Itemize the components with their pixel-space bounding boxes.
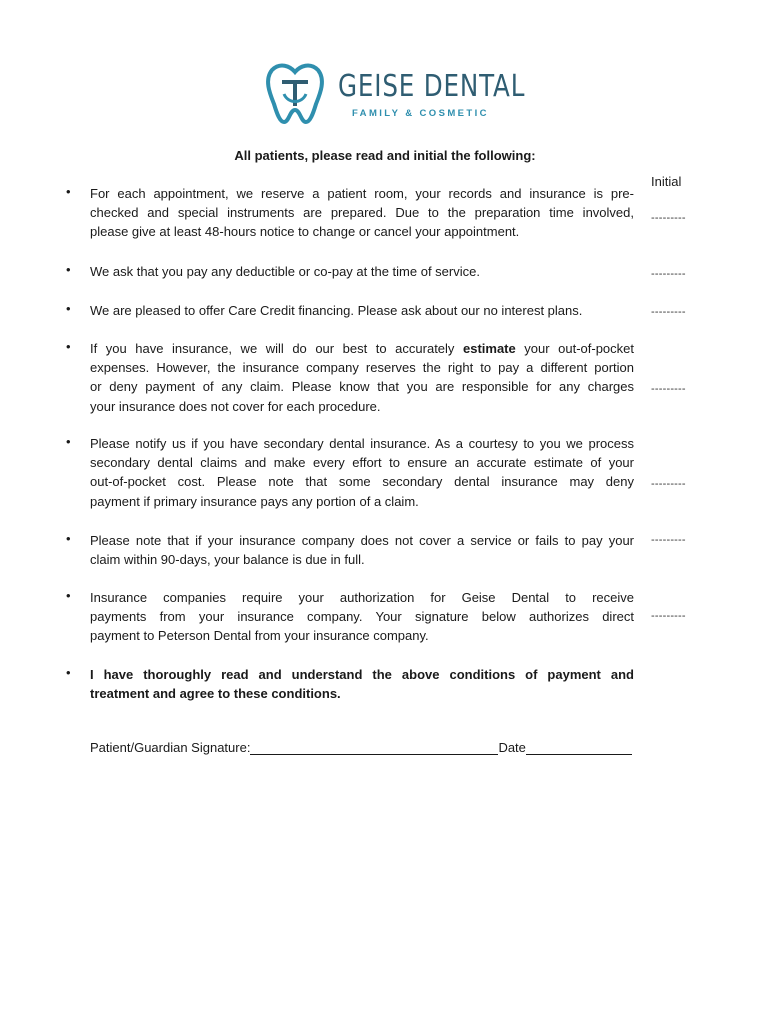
- initial-field[interactable]: ---------: [651, 610, 686, 622]
- brand-tagline: FAMILY & COSMETIC: [352, 108, 489, 119]
- list-item: [90, 588, 634, 646]
- list-item: [90, 339, 634, 416]
- item-line: checked and special instruments are prepared. Due to the preparation time involved,: [90, 205, 634, 221]
- bullet-icon: •: [66, 434, 71, 449]
- item-line: treatment and agree to these conditions.: [90, 686, 341, 702]
- item-line: We ask that you pay any deductible or co-pay at the time of service.: [90, 264, 480, 279]
- item-line: your insurance does not cover for each procedure.: [90, 398, 381, 414]
- item-line: I have thoroughly read and understand the above conditions of payment and: [90, 667, 634, 682]
- bullet-icon: •: [66, 665, 71, 680]
- item-text: If you have insurance, we will do our best to accurately: [90, 341, 463, 356]
- bullet-icon: •: [66, 301, 71, 316]
- item-line: payment to Peterson Dental from your insurance company.: [90, 628, 429, 644]
- bullet-icon: •: [66, 588, 71, 603]
- item-line: Insurance companies require your authorization for Geise Dental to receive: [90, 590, 634, 605]
- signature-field[interactable]: [250, 740, 498, 755]
- item-line: Please note that if your insurance company does not cover a service or fails to pay your: [90, 533, 634, 548]
- item-line: For each appointment, we reserve a patient room, your records and insurance is pre-: [90, 186, 634, 201]
- initial-column-label: Initial: [651, 174, 682, 189]
- bullet-icon: •: [66, 531, 71, 546]
- signature-label: Patient/Guardian Signature:: [90, 740, 251, 755]
- list-item: [90, 301, 634, 320]
- item-line: We are pleased to offer Care Credit financing. Please ask about our no interest plans.: [90, 303, 583, 318]
- initial-field[interactable]: ---------: [651, 534, 686, 546]
- bullet-icon: •: [66, 184, 71, 199]
- page-title: All patients, please read and initial the following:: [234, 148, 536, 163]
- initial-field[interactable]: ---------: [651, 212, 686, 224]
- item-emphasis: estimate: [462, 341, 516, 356]
- item-text: your out-of-pocket: [515, 341, 634, 356]
- list-item: [90, 262, 634, 281]
- list-item: [90, 434, 634, 511]
- list-item: [90, 531, 634, 569]
- bullet-icon: •: [66, 339, 71, 354]
- item-line: please give at least 48-hours notice to change or cancel your appointment.: [90, 224, 520, 240]
- list-item-acknowledgement: [90, 665, 634, 703]
- date-field[interactable]: [526, 740, 632, 755]
- tooth-icon: [262, 60, 328, 126]
- item-line: payment if primary insurance pays any portion of a claim.: [90, 493, 419, 509]
- item-line: [90, 339, 634, 358]
- item-line: Please notify us if you have secondary dental insurance. As a courtesy to you we process: [90, 436, 634, 451]
- item-line: out-of-pocket cost. Please note that some secondary dental insurance may deny: [90, 474, 634, 490]
- initial-field[interactable]: ---------: [651, 306, 686, 318]
- list-item: [90, 184, 634, 242]
- item-line: or deny payment of any claim. Please know that you are responsible for any charges: [90, 379, 634, 395]
- initial-field[interactable]: ---------: [651, 478, 686, 490]
- item-line: payments from your insurance company. Your signature below authorizes direct: [90, 609, 634, 625]
- initial-field[interactable]: ---------: [651, 383, 686, 395]
- date-label: Date: [498, 740, 526, 755]
- bullet-icon: •: [66, 262, 71, 277]
- item-line: claim within 90-days, your balance is due in full.: [90, 552, 365, 568]
- item-line: secondary dental claims and make every effort to ensure an accurate estimate of your: [90, 455, 634, 471]
- item-line: expenses. However, the insurance company reserves the right to pay a different portion: [90, 360, 634, 376]
- initial-field[interactable]: ---------: [651, 268, 686, 280]
- signature-row: [90, 740, 632, 755]
- brand-name: GEISE DENTAL: [338, 69, 526, 104]
